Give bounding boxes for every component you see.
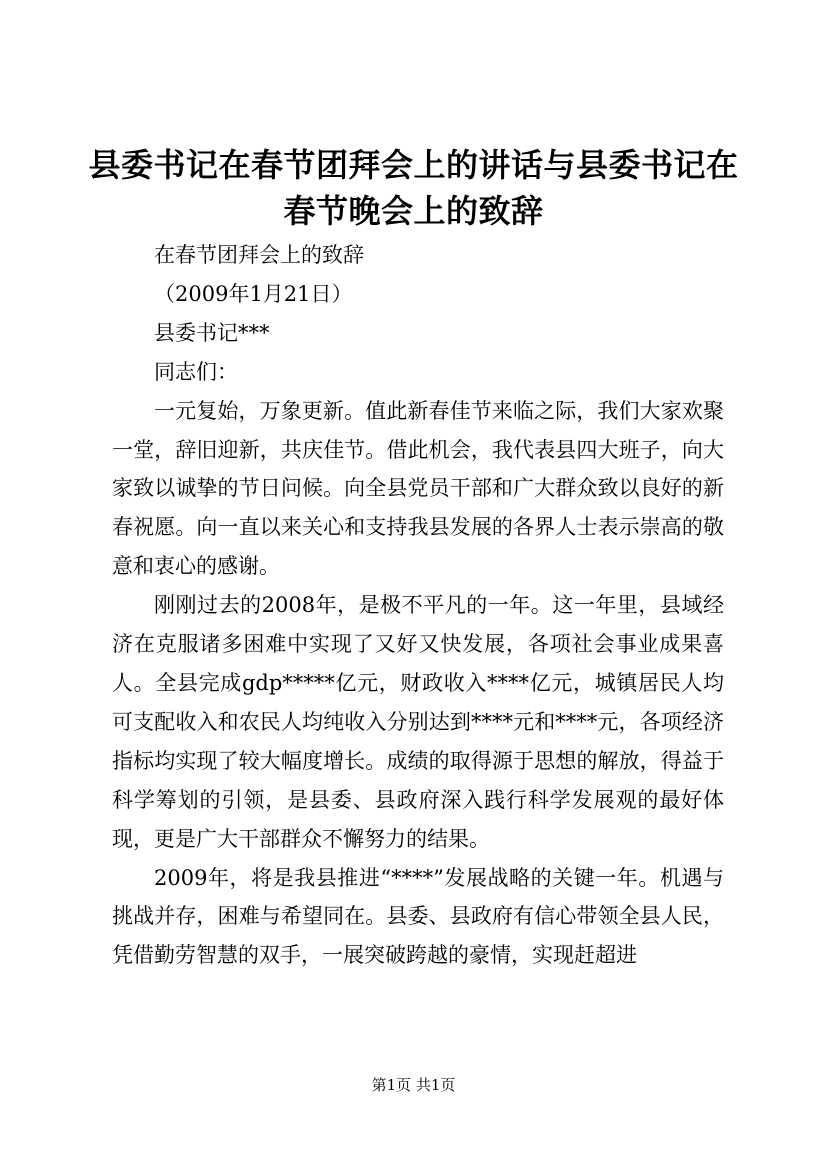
body-paragraph: 刚刚过去的2008年，是极不平凡的一年。这一年里，县域经济在克服诸多困难中实现了又好又快发展，各项社会事业成果喜人。全县完成gdp*****亿元，财政收入****亿元，城镇居民人均可支配收入和农民人均纯收入分别达到****元和****元，各项经济指标均实现了较大幅度增长。成绩的取得源于思想的解放，得益于科学筹划的引领，是县委、县政府深入践行科学发展观的最好体现，更是广大干部群众不懈努力的结果。: [112, 593, 724, 851]
body-paragraph: 2009年，将是我县推进“****”发展战略的关键一年。机遇与挑战并存，困难与希望同在。县委、县政府有信心带领全县人民，凭借勤劳智慧的双手，一展突破跨越的豪情，实现赶超进: [112, 865, 724, 968]
date-paragraph: （2009年1月21日）: [154, 281, 353, 306]
speaker-paragraph: 县委书记***: [154, 320, 270, 345]
body-paragraph: 一元复始，万象更新。值此新春佳节来临之际，我们大家欢聚一堂，辞旧迎新，共庆佳节。借此机会，我代表县四大班子，向大家致以诚挚的节日问候。向全县党员干部和广大群众致以良好的新春祝愿。向一直以来关心和支持我县发展的各界人士表示崇高的敬意和衷心的感谢。: [112, 398, 724, 579]
document-title: [80, 142, 747, 234]
subtitle-paragraph: 在春节团拜会上的致辞: [154, 243, 364, 267]
document-body: [112, 236, 724, 975]
salutation-paragraph: 同志们：: [154, 359, 238, 384]
page-footer: 第1页 共1页: [371, 1076, 456, 1094]
title-line-1: 县委书记在春节团拜会上的讲话与县委书记在: [88, 146, 739, 184]
title-line-2: 春节晚会上的致辞: [283, 192, 544, 230]
